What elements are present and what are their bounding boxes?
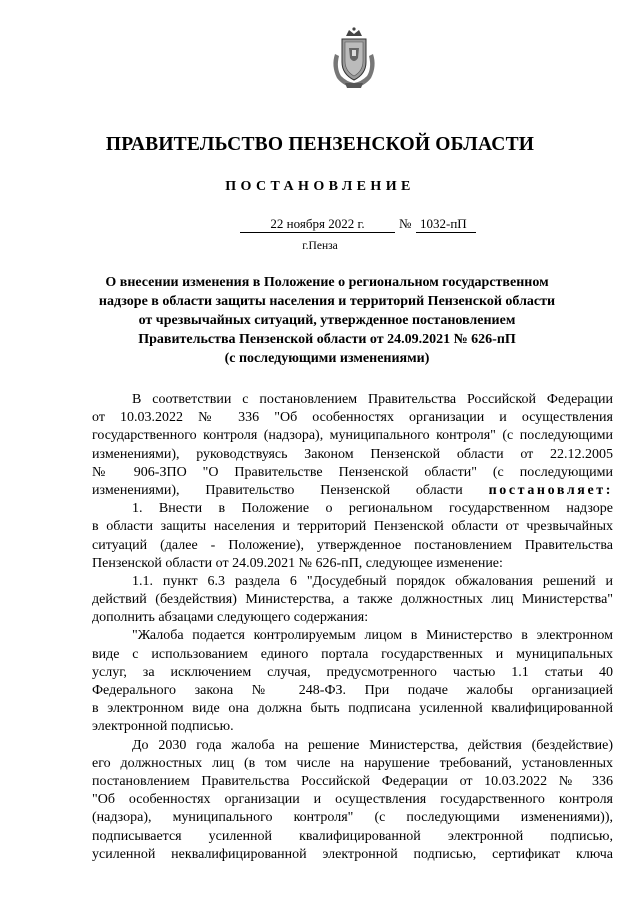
body-line-resolves [92,482,613,500]
body-line: До 2030 года жалоба на решение Министерства, действия (бездействие) [132,737,613,753]
body-line: в области защиты населения и территорий Пензенской области от чрезвычайных [92,519,613,535]
subject-line: от чрезвычайных ситуаций, утвержденное постановлением [138,313,516,328]
body-line: виде с использованием единого портала государственных и муниципальных [92,646,613,662]
document-subject [92,273,562,368]
body-line: его должностных лиц (в том числе на нарушение требований, установленных [92,755,613,771]
body-line: Пензенской области от 24.09.2021 № 626-пП, следующее изменение: [92,555,503,571]
body-line: изменениями), руководствуясь Законом Пензенской области от 22.12.2005 [92,446,613,462]
resolves-word: постановляет: [488,482,613,498]
body-line: № 906-ЗПО "О Правительстве Пензенской области" (с последующими [92,464,613,480]
coat-of-arms-emblem [329,26,379,92]
body-line: от 10.03.2022 № 336 "Об особенностях организации и осуществления [92,410,613,426]
document-number: 1032-пП [416,215,476,233]
body-line: дополнить абзацами следующего содержания: [92,610,369,626]
number-sign: № [399,216,412,231]
body-line: в электронном виде она должна быть подписана усиленной квалифицированной [92,701,613,717]
document-type: ПОСТАНОВЛЕНИЕ [225,179,415,194]
body-line: В соответствии с постановлением Правительства Российской Федерации [132,392,613,407]
document-body [92,391,613,864]
body-line: 1.1. пункт 6.3 раздела 6 "Досудебный порядок обжалования решений и [132,573,613,589]
body-line: услуг, за исключением случая, предусмотренного частью 1.1 статьи 40 [92,664,613,680]
body-line: действий (бездействия) Министерства, а также должностных лиц Министерства" [92,592,613,608]
body-line: электронной подписью. [92,719,234,735]
body-line: Федерального закона № 248-ФЗ. При подаче жалобы организацией [92,683,613,698]
subject-line: Правительства Пензенской области от 24.09.2021 № 626-пП [138,332,516,347]
body-line: постановлением Правительства Российской Федерации от 10.03.2022 № 336 [92,773,613,789]
body-line: 1. Внести в Положение о региональном государственном надзоре [132,501,613,517]
document-date: 22 ноября 2022 г. [240,215,395,233]
body-line: государственного контроля (надзора), муниципального контроля" (с последующими [92,428,613,444]
subject-line: (с последующими изменениями) [224,351,430,366]
subject-line: О внесении изменения в Положение о региональном государственном [105,275,549,290]
body-line: "Об особенностях организации и осуществления государственного контроля [92,792,613,808]
body-line: ситуаций (далее - Положение), утвержденное постановлением Правительства [92,537,613,553]
body-line: подписывается усиленной квалифицированной электронной подписью, [92,828,613,844]
body-line-text: изменениями), Правительство Пензенской области [92,482,463,498]
city-name: г.Пенза [302,240,338,252]
government-title: ПРАВИТЕЛЬСТВО ПЕНЗЕНСКОЙ ОБЛАСТИ [105,134,535,155]
body-line: "Жалоба подается контролируемым лицом в Министерство в электронном [132,628,613,644]
subject-line: надзоре в области защиты населения и территорий Пензенской области [98,294,556,309]
body-line: усиленной неквалифицированной электронной подписью, сертификат ключа [92,846,613,862]
body-line: (надзора), муниципального контроля" (с последующими изменениями)), [92,810,613,826]
